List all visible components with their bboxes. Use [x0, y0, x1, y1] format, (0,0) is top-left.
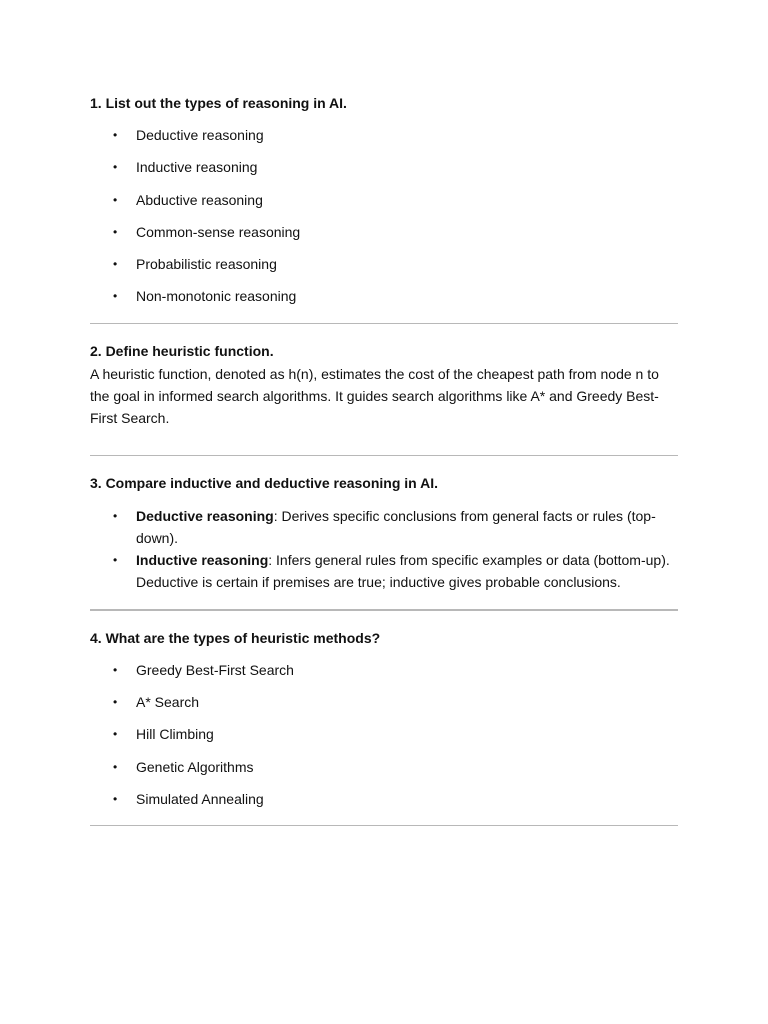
bullet-icon: •	[113, 289, 118, 304]
section-divider	[90, 825, 678, 826]
list-item	[90, 285, 680, 317]
list-item-text: Inductive reasoning	[136, 159, 258, 176]
list-item	[90, 221, 680, 253]
bullet-icon: •	[113, 759, 118, 774]
bullet-icon: •	[113, 727, 118, 742]
comparison-note: Deductive is certain if premises are true; inductive gives probable conclusions.	[136, 573, 621, 590]
bullet-icon: •	[113, 128, 118, 142]
list-item	[90, 253, 680, 285]
list-item	[90, 549, 680, 593]
section-divider	[90, 323, 678, 324]
list-item-text: Probabilistic reasoning	[136, 256, 277, 273]
bullet-icon: •	[113, 791, 118, 806]
inductive-description: : Infers general rules from specific examples or data (bottom-up).	[268, 551, 670, 568]
section-divider	[90, 609, 678, 611]
section-1	[90, 92, 680, 318]
bullet-icon: •	[113, 257, 118, 272]
bullet-icon: •	[113, 224, 118, 239]
section-4-heading: 4. What are the types of heuristic methods?	[90, 629, 381, 646]
bullet-icon: •	[113, 662, 118, 677]
list-item-text: Non-monotonic reasoning	[136, 288, 297, 305]
list-item-text: Common-sense reasoning	[136, 223, 301, 240]
reasoning-types-list	[90, 124, 680, 318]
comparison-list	[90, 505, 680, 593]
list-item	[90, 124, 680, 156]
bullet-icon: •	[113, 508, 118, 523]
list-item	[90, 723, 680, 755]
deductive-term: Deductive reasoning	[136, 507, 274, 524]
bullet-icon: •	[113, 160, 118, 175]
list-item	[90, 691, 680, 723]
section-3	[90, 472, 680, 593]
document-content	[90, 92, 680, 826]
list-item	[90, 505, 680, 549]
list-item	[90, 659, 680, 691]
deductive-description: : Derives specific conclusions from general facts or rules (top-down).	[136, 507, 656, 546]
bullet-icon: •	[113, 695, 118, 710]
list-item-text: Hill Climbing	[136, 726, 214, 743]
section-4	[90, 627, 680, 820]
bullet-icon: •	[113, 192, 118, 207]
list-item-text: A* Search	[136, 694, 200, 711]
section-2-paragraph: A heuristic function, denoted as h(n), estimates the cost of the cheapest path from node n to the goal in informed search algorithms. It guides search algorithms like A* and Greedy Best-First Search.	[90, 365, 659, 426]
list-item	[90, 756, 680, 788]
section-1-heading: 1. List out the types of reasoning in AI.	[90, 95, 347, 111]
heuristic-methods-list	[90, 659, 680, 820]
list-item-text: Greedy Best-First Search	[136, 661, 294, 678]
list-item	[90, 156, 680, 188]
list-item-text: Simulated Annealing	[136, 790, 264, 807]
list-item-text: Genetic Algorithms	[136, 758, 254, 775]
section-3-heading: 3. Compare inductive and deductive reasoning in AI.	[90, 474, 438, 491]
list-item	[90, 788, 680, 820]
list-item	[90, 189, 680, 221]
list-item-text: Deductive reasoning	[136, 127, 264, 143]
inductive-term: Inductive reasoning	[136, 551, 269, 568]
list-item-text: Abductive reasoning	[136, 191, 263, 208]
section-2	[90, 340, 680, 429]
section-2-heading: 2. Define heuristic function.	[90, 342, 274, 359]
section-divider	[90, 455, 678, 456]
bullet-icon: •	[113, 552, 118, 567]
